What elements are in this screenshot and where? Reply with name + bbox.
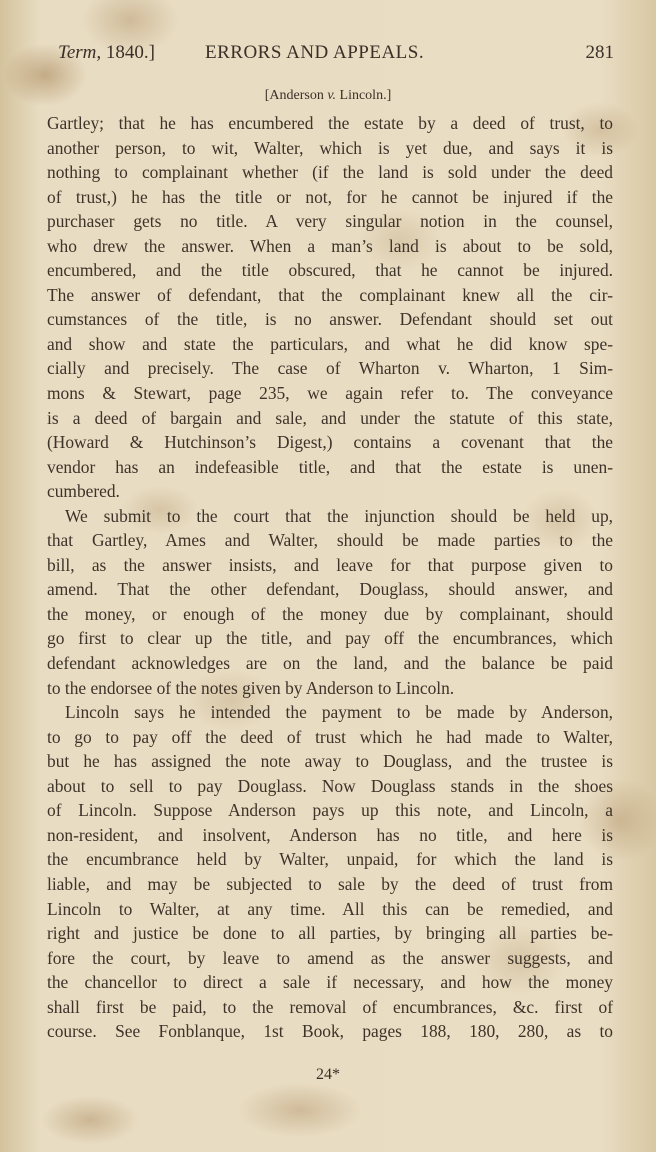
case-subheading-close: Lincoln.] bbox=[336, 88, 392, 103]
text-line: liable, and may be subjected to sale by the deed of trust from bbox=[47, 873, 613, 894]
text-line: go first to clear up the title, and pay off the encumbrances, which bbox=[47, 628, 613, 649]
running-head-title: ERRORS AND APPEALS. bbox=[205, 42, 425, 63]
text-line: We submit to the court that the injunction should be held up, bbox=[65, 505, 613, 526]
text-line: right and justice be done to all parties, by bringing all parties be- bbox=[47, 923, 613, 944]
text-line: cially and precisely. The case of Wharton v. Wharton, 1 Sim- bbox=[47, 358, 613, 379]
text-line: who drew the answer. When a man’s land is about to be sold, bbox=[47, 235, 613, 256]
text-line: Lincoln to Walter, at any time. All this can be remedied, and bbox=[47, 898, 613, 919]
text-line: cumstances of the title, is no answer. Defendant should set out bbox=[47, 309, 613, 330]
text-line: and show and state the particulars, and what he did know spe- bbox=[47, 333, 613, 354]
text-line: to the endorsee of the notes given by Anderson to Lincoln. bbox=[47, 677, 455, 698]
text-line: purchaser gets no title. A very singular notion in the counsel, bbox=[47, 211, 613, 232]
text-line: fore the court, by leave to amend as the answer suggests, and bbox=[47, 947, 613, 968]
text-line: bill, as the answer insists, and leave for that purpose given to bbox=[47, 554, 613, 575]
text-line: (Howard & Hutchinson’s Digest,) contains a covenant that the bbox=[47, 432, 613, 453]
running-head-term bbox=[58, 42, 155, 64]
text-line: cumbered. bbox=[47, 481, 120, 502]
case-subheading-open: [Anderson bbox=[264, 88, 328, 103]
text-line: the money, or enough of the money due by complainant, should bbox=[47, 603, 613, 624]
body-text bbox=[47, 111, 613, 1044]
text-line: nothing to complainant whether (if the land is sold under the deed bbox=[47, 162, 613, 183]
text-line: encumbered, and the title obscured, that he cannot be injured. bbox=[47, 260, 613, 281]
text-line: another person, to wit, Walter, which is yet due, and says it is bbox=[47, 137, 613, 158]
running-head-term-italic: Term, bbox=[58, 42, 102, 63]
text-line: vendor has an indefeasible title, and that the estate is unen- bbox=[47, 456, 613, 477]
text-line: the encumbrance held by Walter, unpaid, for which the land is bbox=[47, 849, 613, 870]
text-line: is a deed of bargain and sale, and under the statute of this state, bbox=[47, 407, 613, 428]
text-line: but he has assigned the note away to Douglass, and the trustee is bbox=[47, 751, 613, 772]
text-line: The answer of defendant, that the complainant knew all the cir- bbox=[47, 284, 613, 305]
running-head-year: 1840.] bbox=[101, 42, 155, 63]
text-line: amend. That the other defendant, Douglass, should answer, and bbox=[47, 579, 613, 600]
text-line: defendant acknowledges are on the land, and the balance be paid bbox=[47, 653, 613, 674]
text-line: of trust,) he has the title or not, for he cannot be injured if the bbox=[47, 186, 613, 207]
text-line: of Lincoln. Suppose Anderson pays up this note, and Lincoln, a bbox=[47, 800, 613, 821]
text-line: shall first be paid, to the removal of encumbrances, &c. first of bbox=[47, 996, 613, 1017]
text-line: that Gartley, Ames and Walter, should be made parties to the bbox=[47, 530, 613, 551]
text-line: the chancellor to direct a sale if necessary, and how the money bbox=[47, 972, 613, 993]
text-line: about to sell to pay Douglass. Now Douglass stands in the shoes bbox=[47, 775, 613, 796]
case-subheading-versus: v. bbox=[327, 88, 337, 103]
case-subheading bbox=[0, 88, 656, 104]
text-line: course. See Fonblanque, 1st Book, pages 188, 180, 280, as to bbox=[47, 1021, 613, 1042]
signature-mark: 24* bbox=[316, 1066, 340, 1083]
text-line: non-resident, and insolvent, Anderson has no title, and here is bbox=[47, 824, 613, 845]
text-line: Gartley; that he has encumbered the estate by a deed of trust, to bbox=[47, 113, 613, 133]
text-line: Lincoln says he intended the payment to be made by Anderson, bbox=[65, 702, 613, 723]
page-number: 281 bbox=[585, 42, 614, 63]
text-line: to go to pay off the deed of trust which he had made to Walter, bbox=[47, 726, 613, 747]
text-line: mons & Stewart, page 235, we again refer to. The conveyance bbox=[47, 383, 613, 404]
running-header bbox=[58, 42, 614, 72]
